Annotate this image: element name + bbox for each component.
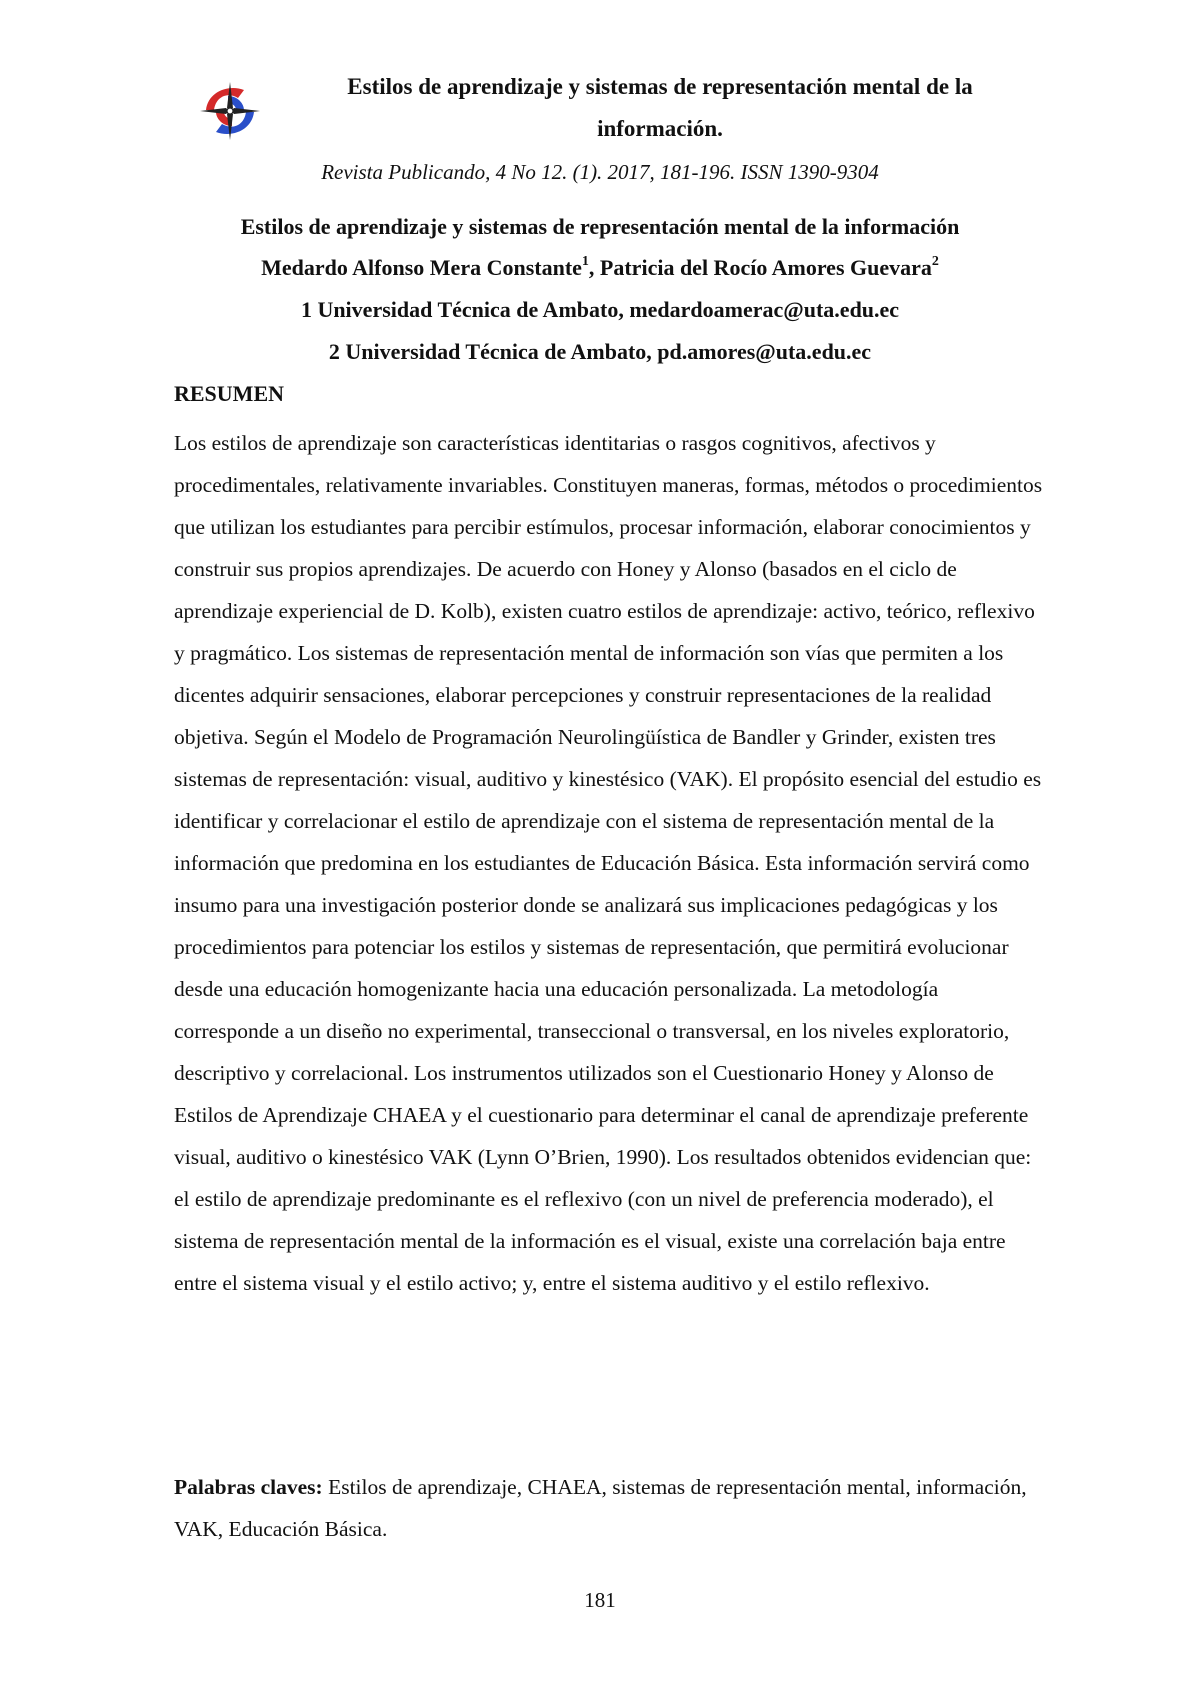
keywords-text: Estilos de aprendizaje, CHAEA, sistemas de representación mental, información, VAK, Educación Básica. <box>174 1475 1027 1541</box>
running-title-line2: información. <box>597 116 723 141</box>
keywords-paragraph <box>174 1466 1044 1550</box>
running-title-line1: Estilos de aprendizaje y sistemas de representación mental de la <box>347 74 973 99</box>
abstract-heading: RESUMEN <box>174 381 285 406</box>
keywords-label: Palabras claves: <box>174 1475 323 1499</box>
author-name-2: Patricia del Rocío Amores Guevara <box>599 255 932 280</box>
author-separator: , <box>588 255 600 280</box>
author-affiliation-mark-2: 2 <box>931 253 939 269</box>
journal-citation: Revista Publicando, 4 No 12. (1). 2017, 181-196. ISSN 1390-9304 <box>321 160 879 184</box>
running-title <box>300 66 1020 150</box>
author-name-1: Medardo Alfonso Mera Constante <box>261 255 582 280</box>
compass-logo-icon <box>198 80 262 142</box>
affiliation-2: 2 Universidad Técnica de Ambato, pd.amores@uta.edu.ec <box>328 339 872 364</box>
article-title: Estilos de aprendizaje y sistemas de representación mental de la información <box>240 214 960 239</box>
authors-line <box>120 254 1080 282</box>
author-affiliation-mark-1: 1 <box>581 253 589 269</box>
page-number: 181 <box>584 1588 616 1612</box>
affiliation-1: 1 Universidad Técnica de Ambato, medardoamerac@uta.edu.ec <box>300 297 900 322</box>
abstract-body: Los estilos de aprendizaje son características identitarias o rasgos cognitivos, afectivos y procedimentales, relativamente invariables. Constituyen maneras, formas, métodos o procedimientos que utilizan los estudiantes para percibir estímulos, procesar información, elaborar conocimientos y construir sus propios aprendizajes. De acuerdo con Honey y Alonso (basados en el ciclo de aprendizaje experiencial de D. Kolb), existen cuatro estilos de aprendizaje: activo, teórico, reflexivo y pragmático. Los sistemas de representación mental de información son vías que permiten a los dicentes adquirir sensaciones, elaborar percepciones y construir representaciones de la realidad objetiva. Según el Modelo de Programación Neurolingüística de Bandler y Grinder, existen tres sistemas de representación: visual, auditivo y kinestésico (VAK). El propósito esencial del estudio es identificar y correlacionar el estilo de aprendizaje con el sistema de representación mental de la información que predomina en los estudiantes de Educación Básica. Esta información servirá como insumo para una investigación posterior donde se analizará sus implicaciones pedagógicas y los procedimientos para potenciar los estilos y sistemas de representación, que permitirá evolucionar desde una educación homogenizante hacia una educación personalizada. La metodología corresponde a un diseño no experimental, transeccional o transversal, en los niveles exploratorio, descriptivo y correlacional. Los instrumentos utilizados son el Cuestionario Honey y Alonso de Estilos de Aprendizaje CHAEA y el cuestionario para determinar el canal de aprendizaje preferente visual, auditivo o kinestésico VAK (Lynn O’Brien, 1990). Los resultados obtenidos evidencian que: el estilo de aprendizaje predominante es el reflexivo (con un nivel de preferencia moderado), el sistema de representación mental de la información es el visual, existe una correlación baja entre entre el sistema visual y el estilo activo; y, entre el sistema auditivo y el estilo reflexivo. <box>174 431 1043 1295</box>
